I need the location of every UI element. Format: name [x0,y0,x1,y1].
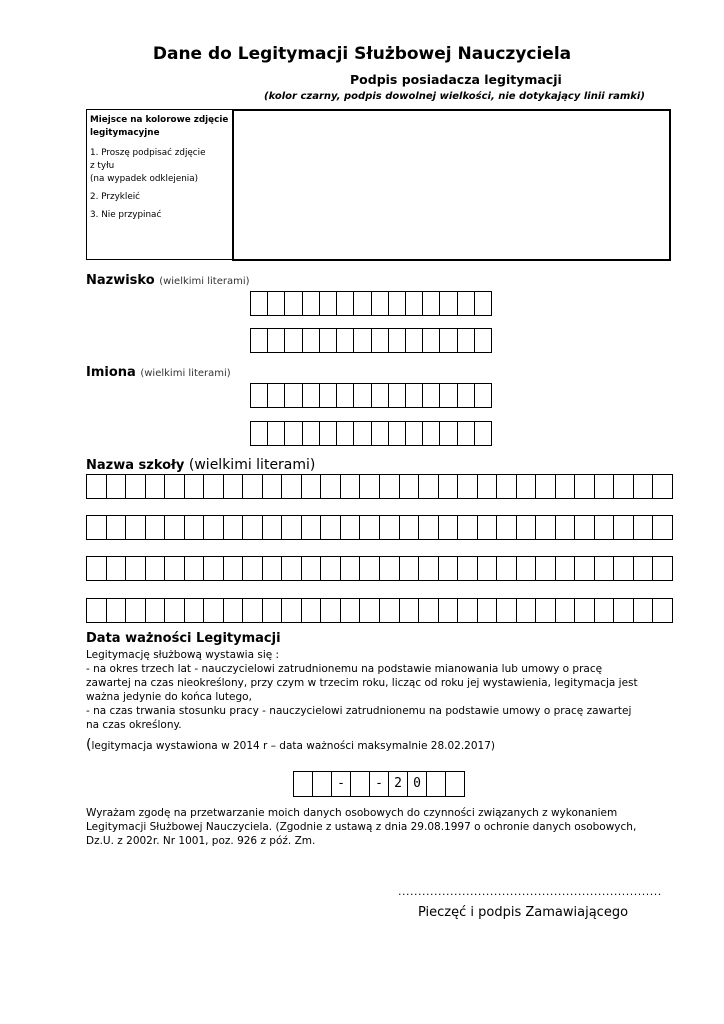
school-grid-row-4[interactable] [86,598,673,623]
signature-frame[interactable] [232,109,671,261]
surname-grid-row-1[interactable] [250,291,492,316]
surname-grid-row-2[interactable] [250,328,492,353]
validity-section [86,630,646,732]
surname-label: Nazwisko (wielkimi literami) [86,273,250,288]
signature-subtitle: (kolor czarny, podpis dowolnej wielkości, nie dotykający linii ramki) [264,91,645,102]
stamp-signature-label: Pieczęć i podpis Zamawiającego [418,905,629,920]
validity-date-field[interactable] [293,771,465,797]
validity-intro: Legitymację służbową wystawia się : [86,649,280,661]
validity-rule-1: - na okres trzech lat - nauczycielowi zatrudnionemu na podstawie mianowania lub umowy o pracę zawartej na czas nieokreślony, przy czym w trzecim roku, licząc od roku jej wystawienia, legitymacja jest ważna jedynie do końca lutego, [86,663,638,703]
page-title: Dane do Legitymacji Służbowej Nauczyciela [152,44,572,64]
date-cell[interactable] [313,772,332,796]
school-label: Nazwa szkoły (wielkimi literami) [86,457,316,473]
photo-box[interactable] [86,109,233,260]
date-cell[interactable] [427,772,446,796]
photo-heading: Miejsce na kolorowe zdjęcie legitymacyjne [90,115,229,138]
first-names-grid-row-2[interactable] [250,421,492,446]
date-separator: - [332,772,351,796]
validity-rule-2: - na czas trwania stosunku pracy - nauczycielowi zatrudnionemu na podstawie umowy o pracę zawartej na czas określony. [86,705,632,731]
first-names-grid-row-1[interactable] [250,383,492,408]
school-grid-row-1[interactable] [86,474,673,499]
date-separator: - [370,772,389,796]
photo-instruction-3: 3. Nie przypinać [90,210,162,220]
first-names-label: Imiona (wielkimi literami) [86,365,231,380]
date-cell[interactable] [294,772,313,796]
photo-instruction-1: 1. Proszę podpisać zdjęcie z tyłu (na wypadek odklejenia) [90,148,206,184]
school-grid-row-3[interactable] [86,556,673,581]
date-cell: 2 [389,772,408,796]
validity-example: (legitymacja wystawiona w 2014 r – data ważności maksymalnie 28.02.2017) [86,737,495,753]
signature-line: .................................................................. [398,885,662,898]
date-cell[interactable] [446,772,464,796]
photo-instruction-2: 2. Przykleić [90,192,141,202]
consent-text: Wyrażam zgodę na przetwarzanie moich danych osobowych do czynności związanych z wykonaniem Legitymacji Służbowej Nauczyciela. (Zgodnie z ustawą z dnia 29.08.1997 o ochronie danych osobowych, Dz.U. z 2002r. Nr 1001, poz. 926 z póź. Zm. [86,807,637,847]
validity-heading: Data ważności Legitymacji [86,631,281,646]
school-grid-row-2[interactable] [86,515,673,540]
date-cell[interactable] [351,772,370,796]
signature-title: Podpis posiadacza legitymacji [350,72,562,87]
date-cell: 0 [408,772,427,796]
